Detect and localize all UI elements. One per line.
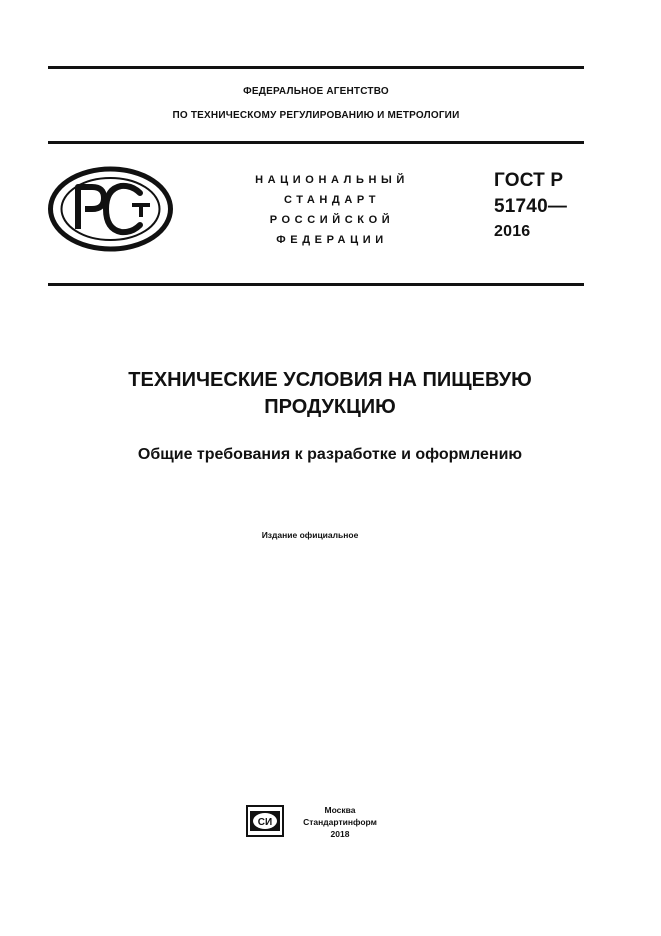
standard-type-line3: РОССИЙСКОЙ bbox=[269, 214, 395, 226]
edition-note: Издание официальное bbox=[261, 530, 359, 540]
standard-code-year: 2016 bbox=[494, 223, 531, 240]
standard-code-line2: 51740— bbox=[494, 196, 568, 217]
document-title-line1: ТЕХНИЧЕСКИЕ УСЛОВИЯ НА ПИЩЕВУЮ bbox=[128, 369, 532, 391]
standartinform-logo-icon bbox=[246, 805, 284, 837]
rst-certification-mark-icon bbox=[48, 165, 173, 253]
publisher-year: 2018 bbox=[330, 829, 350, 839]
standard-type-line4: ФЕДЕРАЦИИ bbox=[276, 234, 388, 246]
document-subtitle: Общие требования к разработке и оформлению bbox=[137, 446, 523, 463]
standard-code-line1: ГОСТ Р bbox=[494, 170, 564, 191]
agency-name-line1: ФЕДЕРАЛЬНОЕ АГЕНТСТВО bbox=[243, 86, 389, 97]
top-rule bbox=[48, 66, 584, 69]
svg-text:СИ: СИ bbox=[257, 817, 273, 828]
publisher-city: Москва bbox=[324, 805, 356, 815]
document-title-line2: ПРОДУКЦИЮ bbox=[264, 396, 396, 418]
footer-rule bbox=[48, 283, 584, 286]
header-rule bbox=[48, 141, 584, 144]
agency-name-line2: ПО ТЕХНИЧЕСКОМУ РЕГУЛИРОВАНИЮ И МЕТРОЛОГИИ bbox=[172, 110, 460, 121]
standard-type-line2: СТАНДАРТ bbox=[283, 194, 381, 206]
publisher-name: Стандартинформ bbox=[303, 817, 377, 827]
standard-type-line1: НАЦИОНАЛЬНЫЙ bbox=[255, 174, 409, 186]
